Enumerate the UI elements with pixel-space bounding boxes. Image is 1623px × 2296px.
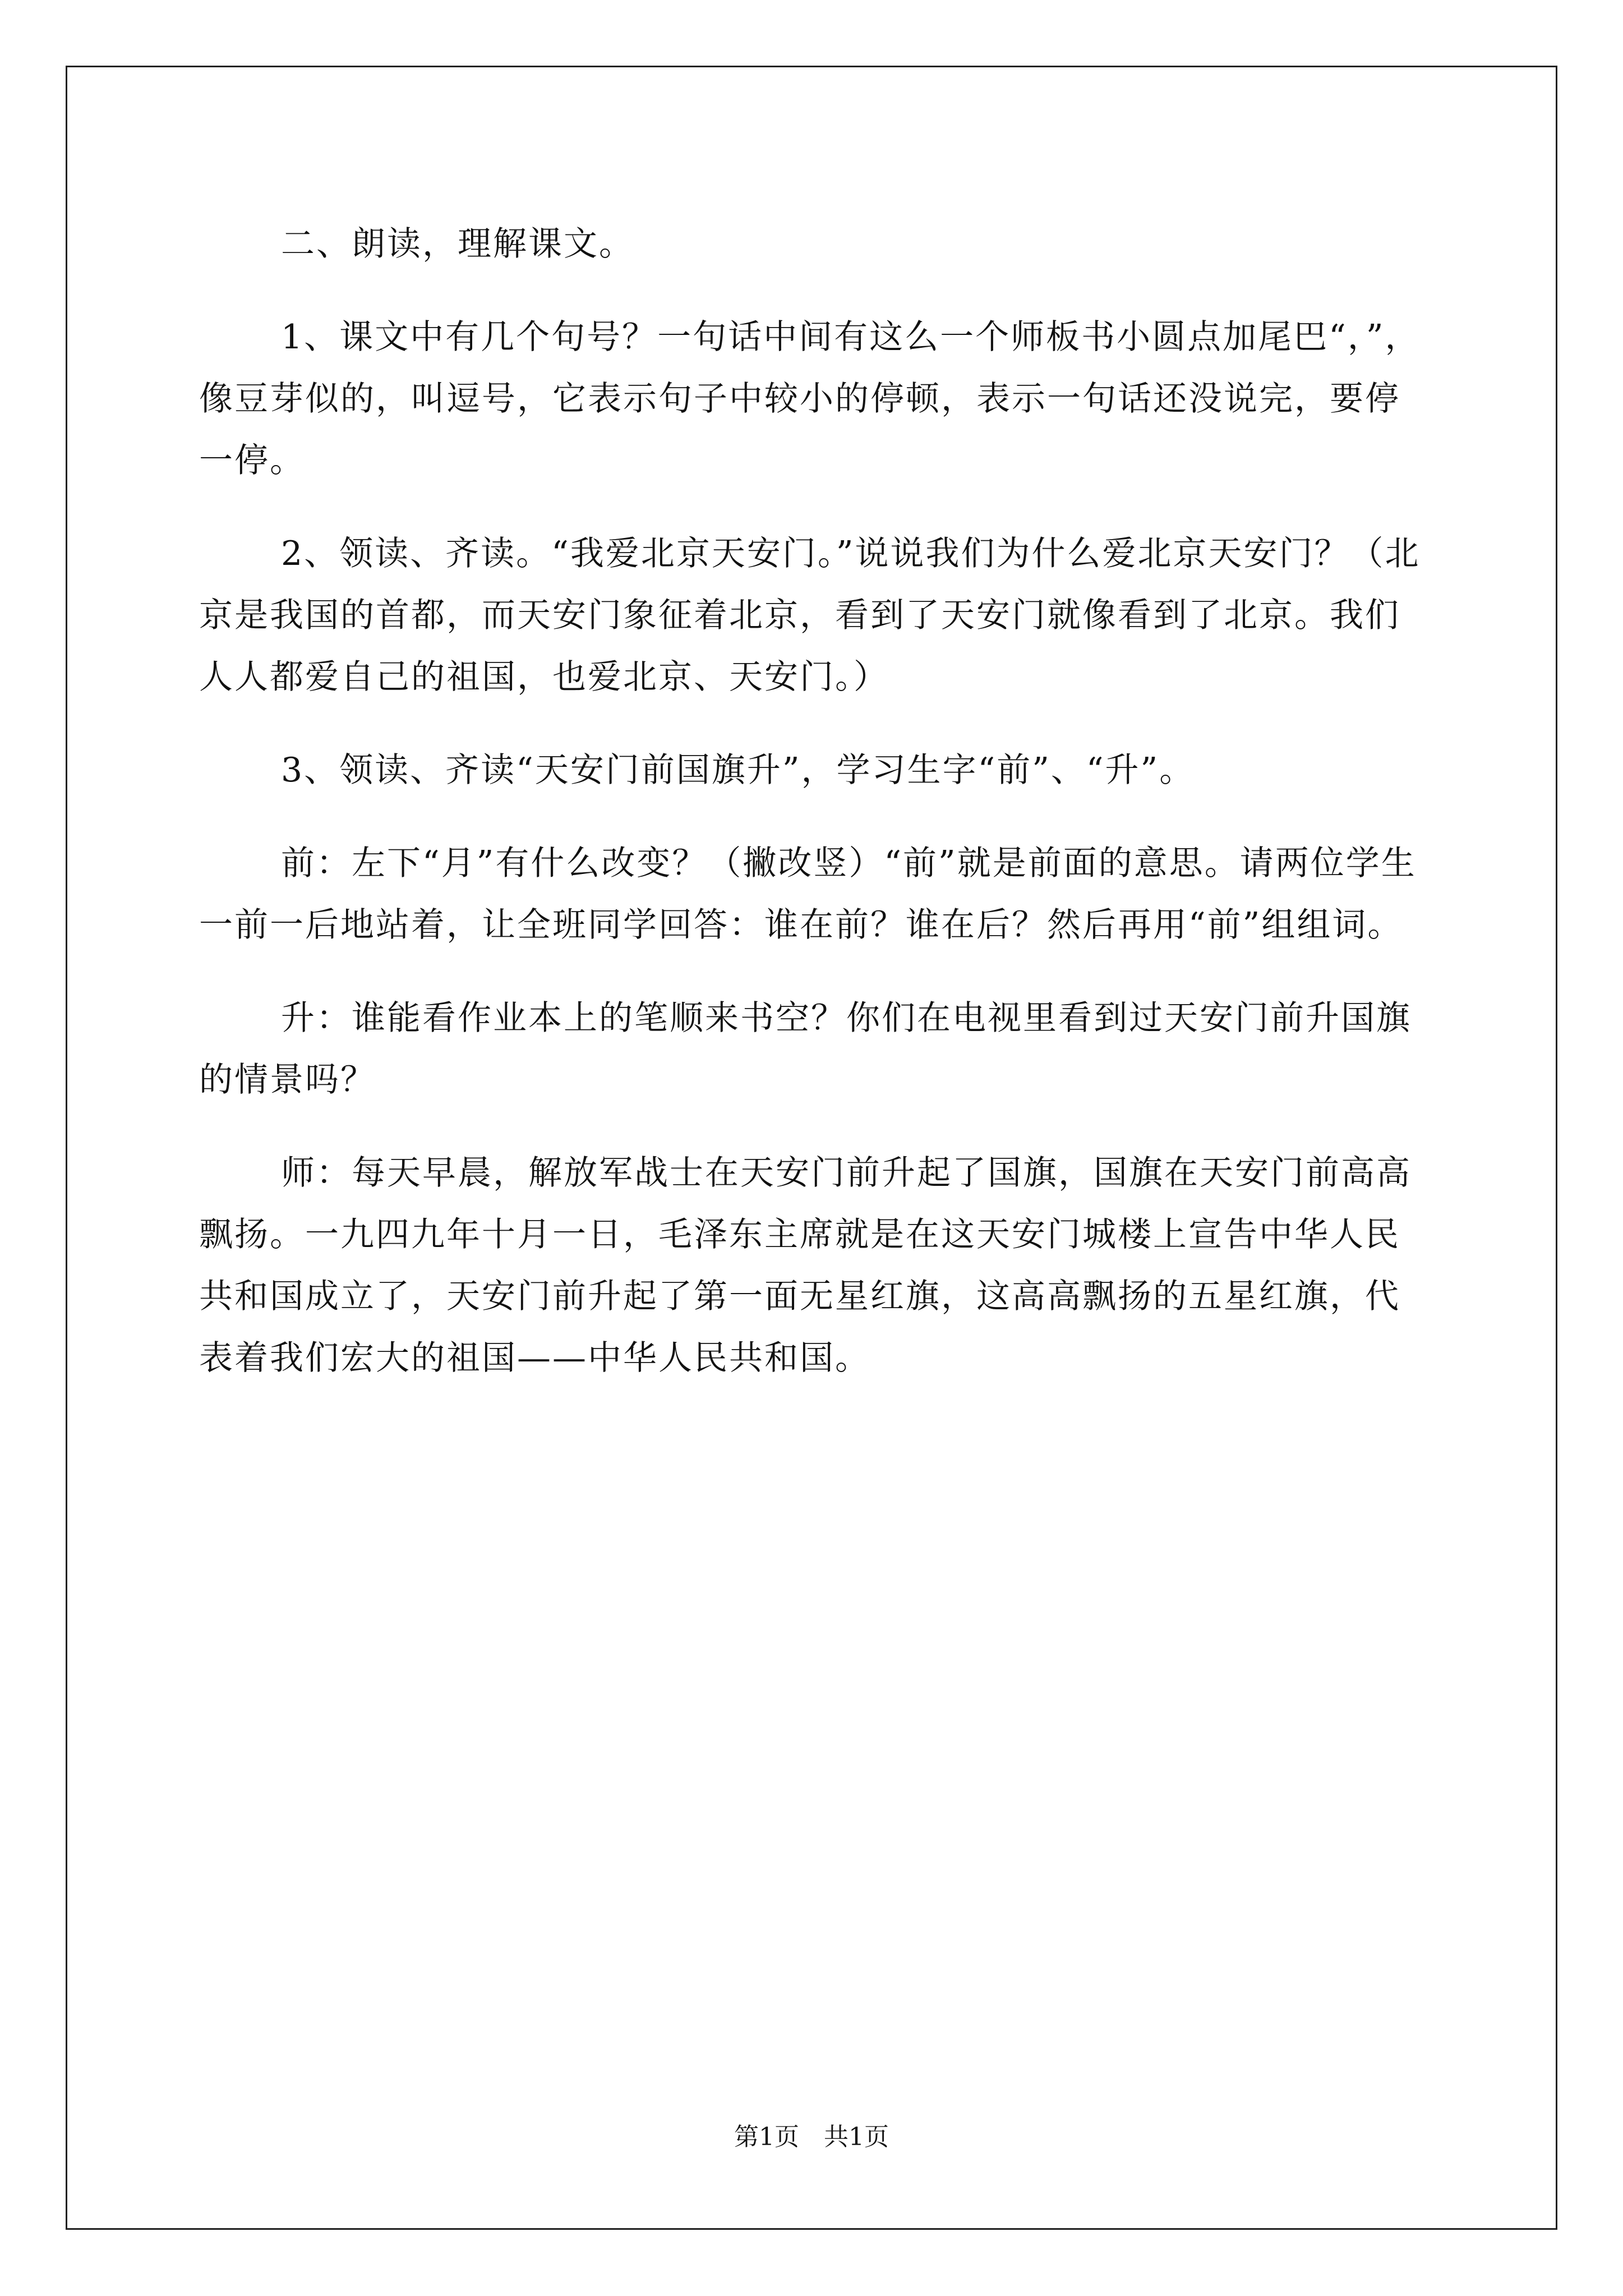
paragraph-character-qian: 前：左下“月”有什么改变？（撇改竖）“前”就是前面的意思。请两位学生一前一后地站着，让全班同学回答：谁在前？谁在后？然后再用“前”组组词。 bbox=[199, 844, 1417, 945]
paragraph-teacher-speech: 师：每天早晨，解放军战士在天安门前升起了国旗，国旗在天安门前高高飘扬。一九四九年十月一日，毛泽东主席就是在这天安门城楼上宣告中华人民共和国成立了，天安门前升起了第一面无星红旗，这高高飘扬的五星红旗，代表着我们宏大的祖国——中华人民共和国。 bbox=[199, 1153, 1412, 1378]
paragraph-item-2: 2、领读、齐读。“我爱北京天安门。”说说我们为什么爱北京天安门？（北京是我国的首都，而天安门象征着北京，看到了天安门就像看到了北京。我们人人都爱自己的祖国，也爱北京、天安门。） bbox=[199, 534, 1421, 697]
paragraph-section-heading: 二、朗读，理解课文。 bbox=[281, 224, 634, 264]
paragraph-character-sheng: 升：谁能看作业本上的笔顺来书空？你们在电视里看到过天安门前升国旗的情景吗？ bbox=[199, 999, 1412, 1099]
page-footer: 第1页 共1页 bbox=[734, 2123, 889, 2151]
document-body bbox=[199, 213, 1433, 1420]
paragraph-item-1: 1、课文中有几个句号？一句话中间有这么一个师板书小圆点加尾巴“，”，像豆芽似的，叫逗号，它表示句子中较小的停顿，表示一句话还没说完，要停一停。 bbox=[199, 318, 1421, 480]
paragraph-item-3: 3、领读、齐读“天安门前国旗升”，学习生字“前”、“升”。 bbox=[281, 751, 1195, 790]
